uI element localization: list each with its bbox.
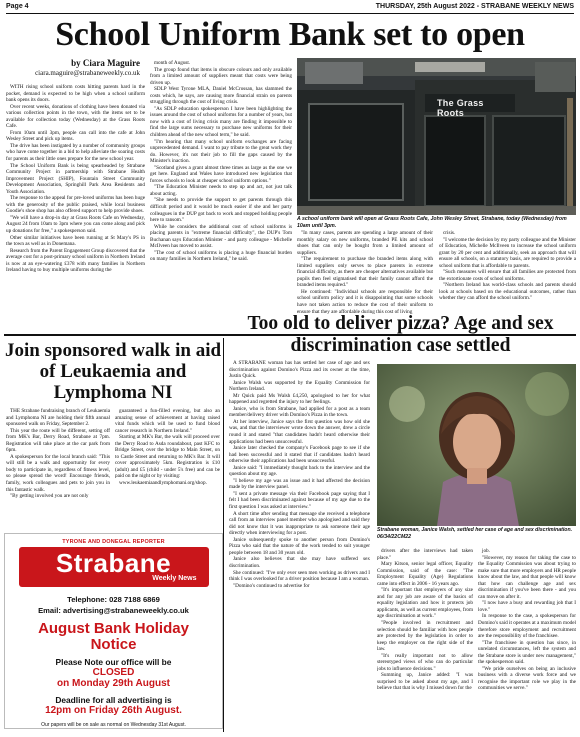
paragraph: In response to the case, a spokesperson for Domino's said it operates at a maximum model therefore store employment and recruitment are the responsibility of the franchisee. <box>478 613 576 640</box>
paragraph: Janice also believes that she may have suffered sex discrimination. <box>229 556 370 569</box>
paragraph: drivers after the interviews had taken place." <box>377 548 473 561</box>
paragraph: A short time after sending that message she received a telephone call from an interview panel member who apologised and said they did not know that it was inappropriate to ask someone their age directly when interviewing for a post. <box>229 510 370 537</box>
paragraph: "I welcome the decision by my party colleague and the Minister of Education, Michelle McIlveen to increase the school uniform grant by 20 per cent and additionally, seek an approach that will ensure all schools, on a statutory basis, are required to provide a school uniform that is affordable to parents. <box>439 236 576 269</box>
paragraph: "We will have a drop-in day at Grass Roots Cafe on Wednesday, August 24 from 10am to 3pm where you can come along and pick up donations for free," a spokesperson said. <box>6 214 145 235</box>
story2-headline: Join sponsored walk in aid of Leukaemia and Lymphoma NI <box>4 340 222 403</box>
ad-top-line: TYRONE AND DONEGAL REPORTER <box>62 539 165 545</box>
story3-column-2 <box>377 548 473 732</box>
paragraph: crisis. <box>443 230 456 236</box>
paragraph: "It's important that employers of any size and for any job are aware of the basics of equality legislation and how it protects job applicants, as well as current employees, from age discrimination at work." <box>377 587 473 620</box>
paragraph: Janice, who is from Strabane, had applied for a post as a team member/delivery driver with Domino's Pizza in the town. <box>229 405 370 419</box>
ad-telephone: Telephone: 028 7188 6869 <box>67 595 160 604</box>
paragraph: Starting at MK's Bar, the walk will proceed over the Derry Road to Asda roundabout, past KFC to Bridge Street, over the bridge to Main Street, on to Castle Street and returning to MK's Bar. It will cover approximately 5km. Registration is £10 (adult) and £5 (child - under 5's free) and can be paid on the night or by visiting: <box>115 434 220 480</box>
paragraph: "As SDLP education spokesperson I have been highlighting the issues around the cost of school uniforms for a number of years, but now with a cost of living crisis many are finding it impossible to find the large sums necessary to purchase new uniforms for their children ahead of the new school term," he said. <box>150 105 292 139</box>
story3-headline: Too old to deliver pizza? Age and sex discrimination case settled <box>247 313 554 356</box>
paragraph: www.leukaemiaandlymphomani.org/shop. <box>119 480 207 487</box>
story1-headline: School Uniform Bank set to open <box>55 16 525 53</box>
column-divider <box>223 338 224 732</box>
shopfront-illustration <box>297 58 576 215</box>
paragraph: Other similar initiatives have been running at St Mary's PS in the town as well as in Donemana. <box>6 234 145 248</box>
paragraph: "Northern Ireland has world-class schools and parents should look at schools based on the educational outcomes, rather than whether they can afford the school uniform." <box>439 282 576 302</box>
paragraph: "In many cases, parents are spending a large amount of their monthly salary on new uniforms, branded PE kits and school shoes that can only be bought from a limited amount of suppliers. <box>297 230 433 256</box>
paragraph: "The cost of school uniforms is placing a huge financial burden on many families in Northern Ireland," he said. <box>150 249 292 263</box>
ad-footer: Our papers will be on sale as normal on Wednesday 31st August. <box>41 722 186 728</box>
paragraph: Janice subsequently spoke to another person from Domino's Pizza who said that the nature of the work tended to suit younger people between 18 and 30 years old. <box>229 536 370 556</box>
photo2-caption-text: Strabane woman, Janice Walsh, settled her case of age and sex discrimination. <box>377 527 573 533</box>
paragraph: "I believe my age was an issue and it had affected the decision made by the interview panel. <box>229 477 370 491</box>
ad-closed-date: on Monday 29th August <box>57 678 170 689</box>
story2-column-1 <box>6 408 110 530</box>
paragraph: "I sent a private message via their Facebook page saying that I felt I had been discriminated against because of my age due to the first question I was asked at interview." <box>229 490 370 511</box>
page-header <box>6 0 574 14</box>
paragraph: "Scotland gives a grant almost three times as large as the one we get here. England and Wales have introduced new legislation that forces schools to look at cheaper school uniform options." <box>150 164 292 184</box>
ad-closed: CLOSED <box>92 667 135 678</box>
story1-column-2 <box>150 60 292 328</box>
paragraph: "The requirement to purchase the branded items along with limited suppliers only serves to place parents in extreme financial difficulty, as there are cheaper alternatives available but pupils then feel stigmatised that their family cannot afford the branded items required." <box>297 256 433 289</box>
ad-deadline-1: Deadline for all advertising is <box>55 695 172 705</box>
byline-name: by Ciara Maguire <box>71 58 140 68</box>
paragraph: "It's really important not to allow stereotyped views of who can do particular jobs to influence decisions." <box>377 652 473 672</box>
ad-notice-title-2: Notice <box>90 636 137 653</box>
paragraph: Research from the Parent Engagement Group discovered that the average cost for a post-primary school uniform in Northern Ireland is now at an eye-watering £378 with many families in Northern Ireland having to buy multiple uniforms during the <box>6 247 145 274</box>
paragraph: The School Uniform Bank is being spearheaded by Strabane Community Project in partnership with Strabane Health Improvement Project (SHIP), Fountain Street Community Development Association, Springhill Park Area Residents and Youth Association. <box>6 162 145 195</box>
paragraph: Janice Walsh was supported by the Equality Commission for Northern Ireland. <box>229 379 370 393</box>
photo2-credit: 06/34/22CM22 <box>377 533 412 540</box>
byline-email: ciara.maguire@strabaneweekly.co.uk <box>35 69 140 77</box>
ad-line-1: Please Note our office will be <box>55 657 172 667</box>
paragraph: At her interview, Janice says the first question was how old she was, and that the interviewer wrote down the answer, drew a circle round it and stated "that candidates hadn't heard otherwise their applications had been unsuccessful. <box>229 418 370 445</box>
ad-notice-title-1: August Bank Holiday <box>38 620 189 637</box>
paragraph: guaranteed a fun-filled evening, but also an amazing sense of achievement at having raised vital funds which will be used to fund blood cancer research in Northern Ireland." <box>115 408 220 434</box>
paragraph: job. <box>482 548 490 554</box>
logo-main: Strabane <box>55 548 172 578</box>
page-number: Page 4 <box>6 3 29 10</box>
paragraph: Summing up, Janice added: "I was surprised to be asked about my age, and I believe that that is why I missed down for the <box>377 672 473 692</box>
paragraph: Janice later checked the company's Facebook page to see if she had been successful and it stated that if candidates hadn't heard otherwise their applications had been unsuccessful. <box>229 445 370 465</box>
paragraph: The drive has been instigated by a number of community groups who have come together in a bid to help alleviate the soaring costs for parents as their little ones prepare for the new school year. <box>6 142 145 163</box>
story3-column-3 <box>478 548 576 732</box>
paragraph: Mary Kitson, senior legal officer, Equality Commission, said of the case: "The Employment Equality (Age) Regulations came into effect in 2006 - 16 years ago. <box>377 561 473 587</box>
bank-holiday-advert <box>4 533 223 729</box>
paragraph: The response to the appeal for pre-loved uniforms has been huge with the generosity of the public praised, while local business Goodie's shoe shop has also offered support to help provide shoes. <box>6 195 145 215</box>
story1-column-1 <box>6 84 145 328</box>
paragraph: SDLP West Tyrone MLA, Daniel McCrossan, has slammed the costs which, he says, are causing more financial strain on parents struggling through the cost of living crisis. <box>150 86 292 106</box>
story3-column-1 <box>229 360 370 732</box>
paragraph: "I'm hearing that many school uniform exchanges are facing unprecedented demand. I want to pay tribute to the great work they do. However, it's not their job to fill the gaps caused by the Minister's inaction. <box>150 138 292 165</box>
paragraph: "I now have a busy and rewarding job that I love." <box>478 600 576 613</box>
paragraph: "She needs to provide the support to get parents through this difficult period and it would be much easier if she and her party colleagues in the DUP got back to work and stopped holding people here to ransom." <box>150 197 292 224</box>
portrait-illustration <box>377 364 576 526</box>
ad-email: Email: advertising@strabaneweekly.co.uk <box>38 606 189 615</box>
ad-deadline-2: 12pm on Friday 26th August. <box>45 705 182 716</box>
paragraph: "However, my reason for taking the case to the Equality Commission was about trying to make sure that more employers and HR people know about the law, and that people will know that how can challenge age and sex discrimination if you've been there - and you can move on after it. <box>478 554 576 600</box>
story1-byline <box>6 58 140 78</box>
paragraph: "The Education Minister needs to step up and act, not just talk about acting. <box>150 184 292 197</box>
paragraph: "The franchisee in question has since, in unrelated circumstances, left the system and the Strabane store is under new management," the spokesperson said. <box>478 639 576 666</box>
paragraph: A spokesperson for the local branch said: "This will still be a walk and opportunity for every body to participate in, regardless of fitness level, so please spread the word! Encourage friends, family, work colleagues and pets to join you in this fantastic walk. <box>6 453 110 493</box>
date-line: THURSDAY, 25th August 2022 - STRABANE WEEKLY NEWS <box>375 3 574 10</box>
logo-sub: Weekly News <box>152 575 197 582</box>
strabane-weekly-news-logo <box>19 547 209 587</box>
paragraph: "By getting involved you are not only <box>10 493 89 500</box>
paragraph: A STRABANE woman has has settled her case of age and sex discrimination against Domino's Pizza and its owner at the time, Justin Quick. <box>229 360 370 380</box>
grass-roots-cafe-photo <box>297 58 576 215</box>
paragraph: "Such measures will ensure that all families are protected from the extortionate costs of school uniforms. <box>439 269 576 282</box>
paragraph: Janice said: "I immediately thought back to the interview and the question about my age. <box>229 464 370 478</box>
story2-column-2 <box>115 408 220 530</box>
paragraph: She continued: "I've only ever seen men working as drivers and I think I was overlooked for a driver position because I am a woman. <box>229 569 370 583</box>
paragraph: The group found that items in obscure colours and only available from a limited amount of suppliers meant that costs were being driven up. <box>150 66 292 86</box>
paragraph: "We pride ourselves on being an inclusive business with a diverse work force and we recognise the important role we play in the communities we serve." <box>478 665 576 692</box>
paragraph: THE Strabane fundraising branch of Leukaemia and Lymphoma NI are holding their fifth annual sponsored walk on Friday, September 2. <box>6 408 110 428</box>
paragraph: From 10am until 3pm, people can call into the cafe at John Wesley Street and pick up items. <box>6 129 145 143</box>
paragraph: While he considers the additional cost of school uniforms is placing parents in "extreme financial difficulty", the DUP's Tom Buchanan says Education Minister - and party colleague - Michelle McIlveen has moved to assist. <box>150 223 292 250</box>
shop-sign: The Grass Roots <box>437 98 484 118</box>
paragraph: He continued: "Individual schools are responsible for their school uniform policy and it is disappointing that some schools have not taken action to reduce the cost of their uniform to ensure that they are affordable during this cost of living <box>297 288 433 315</box>
paragraph: Over recent weeks, donations of clothing have been donated via various collection points in the town, with the items set to be available for collection today (Wednesday) at the Grass Roots Cafe. <box>6 103 145 130</box>
paragraph: "People involved in recruitment and selection should be familiar with how people are protected by the legislation in order to keep the employer on the right side of the law. <box>377 620 473 653</box>
paragraph: month of August. <box>154 60 191 66</box>
paragraph: WITH rising school uniform costs hitting parents hard in the pocket, demand is expected to be high when a school uniform bank opens its doors. <box>6 84 145 104</box>
janice-walsh-photo <box>377 364 576 526</box>
paragraph: "Domino's continued to advertise for <box>233 582 310 589</box>
photo2-caption <box>377 527 576 540</box>
paragraph: This year the route will be different, setting off from MK's Bar, Derry Road, Strabane at 7pm. Registration will take place at the car park from 6pm. <box>6 427 110 454</box>
paragraph: Mr Quick paid Ms Walsh £4,250, apologised to her for what happened and regretted the injury to her feelings. <box>229 392 370 406</box>
photo1-caption: A school uniform bank will open at Grass Roots Cafe, John Wesley Street, Strabane, today (Wednesday) from 10am until 3pm. <box>297 216 567 229</box>
